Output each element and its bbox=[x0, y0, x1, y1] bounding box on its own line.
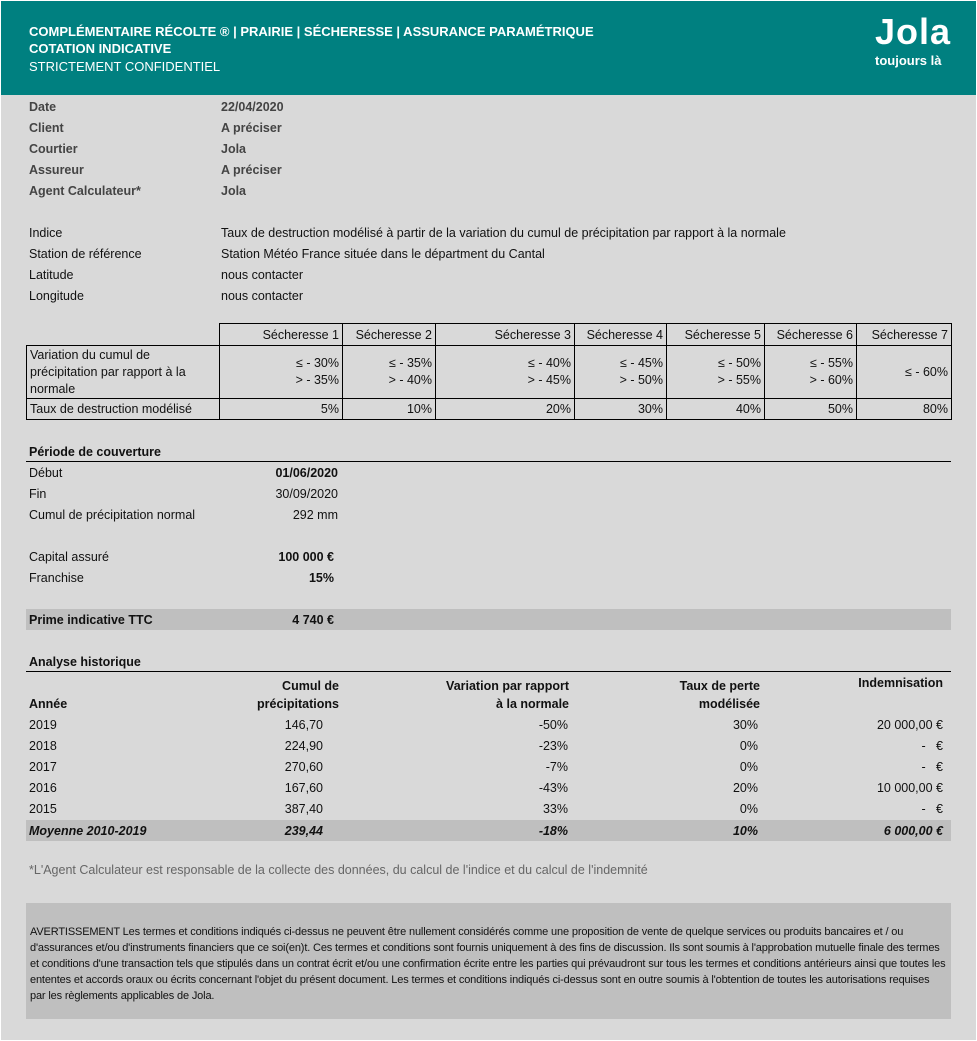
severity-table bbox=[26, 323, 952, 420]
severity-header: Sécheresse 5 bbox=[667, 324, 765, 346]
history-cell-year: 2016 bbox=[29, 781, 57, 795]
severity-header: Sécheresse 7 bbox=[857, 324, 952, 346]
history-cell-cumul: 167,60 bbox=[284, 781, 323, 795]
history-cell-taux: 0% bbox=[739, 739, 758, 753]
history-cell-cumul: 387,40 bbox=[284, 802, 323, 816]
info-label: Date bbox=[29, 100, 57, 114]
upper-bound: ≤ - 55% bbox=[810, 356, 853, 370]
history-cell-year: 2015 bbox=[29, 802, 57, 816]
destruction-row bbox=[27, 399, 952, 420]
info-label: Courtier bbox=[29, 142, 78, 156]
history-cell-indem: - € bbox=[921, 802, 943, 816]
destruction-cell: 5% bbox=[220, 399, 343, 420]
header-title: COMPLÉMENTAIRE RÉCOLTE ® | PRAIRIE | SÉCHERESSE | ASSURANCE PARAMÉTRIQUE bbox=[29, 24, 594, 39]
header-line: précipitations bbox=[257, 697, 339, 711]
disclaimer-box: AVERTISSEMENT Les termes et conditions indiqués ci-dessus ne peuvent être nullement considérés comme une proposition de vente de quelque services ou produits bancaires et / ou d'assurances et/ou d'instruments financiers que ce soi(en)t. Ces termes et conditions sont fournis uniquement à des fins de discussion. Ils sont soumis à l'approbation mutuelle finale des termes et conditions d'une transaction tels que stipulés dans un contrat écrit et/ou une confirmation écrite entre les parties qui prévaudront sur tous les termes et conditions antérieurs ainsi que toutes les ententes et accords oraux ou écrits concernant l'objet du présent document. Les termes et conditions indiqués ci-dessus sont en outre soumis à l'obtention de toutes les autorisations requises par les règlements applicables de Jola. bbox=[26, 903, 951, 1019]
avg-indemnisation: 6 000,00 € bbox=[883, 824, 943, 838]
history-cell-indem: 10 000,00 € bbox=[876, 781, 943, 795]
jola-logo: Jola bbox=[875, 11, 952, 52]
upper-bound: ≤ - 60% bbox=[905, 364, 948, 379]
info-value: A préciser bbox=[221, 163, 282, 177]
history-cell-year: 2017 bbox=[29, 760, 57, 774]
capital-value: 100 000 € bbox=[278, 550, 334, 564]
logo-tagline: toujours là bbox=[875, 53, 942, 68]
history-cell-var: -43% bbox=[538, 781, 568, 795]
upper-bound: ≤ - 50% bbox=[718, 356, 761, 370]
index-value: nous contacter bbox=[221, 289, 303, 303]
variation-cell bbox=[667, 346, 765, 399]
lower-bound: > - 35% bbox=[295, 373, 339, 387]
info-value: Jola bbox=[221, 142, 247, 156]
coverage-value: 01/06/2020 bbox=[275, 466, 338, 480]
history-cell-cumul: 146,70 bbox=[284, 718, 323, 732]
divider bbox=[26, 461, 951, 462]
coverage-label: Début bbox=[29, 466, 63, 480]
index-label: Latitude bbox=[29, 268, 74, 282]
avg-taux: 10% bbox=[732, 824, 758, 838]
history-cell-cumul: 224,90 bbox=[284, 739, 323, 753]
premium-bar bbox=[26, 609, 951, 630]
franchise-value: 15% bbox=[308, 571, 334, 585]
destruction-cell: 40% bbox=[667, 399, 765, 420]
coverage-value: 292 mm bbox=[292, 508, 338, 522]
avg-label: Moyenne 2010-2019 bbox=[29, 824, 147, 838]
capital-label: Capital assuré bbox=[29, 550, 109, 564]
info-value: Jola bbox=[221, 184, 247, 198]
divider bbox=[26, 671, 951, 672]
col-header-year: Année bbox=[29, 697, 68, 711]
history-cell-var: 33% bbox=[542, 802, 568, 816]
index-label: Longitude bbox=[29, 289, 84, 303]
franchise-label: Franchise bbox=[29, 571, 84, 585]
upper-bound: ≤ - 30% bbox=[296, 356, 339, 370]
index-value: nous contacter bbox=[221, 268, 303, 282]
lower-bound: > - 55% bbox=[717, 373, 761, 387]
variation-cell bbox=[575, 346, 667, 399]
history-cell-indem: 20 000,00 € bbox=[876, 718, 943, 732]
header-banner bbox=[1, 1, 976, 95]
empty-cell bbox=[27, 324, 220, 346]
severity-header: Sécheresse 4 bbox=[575, 324, 667, 346]
index-label: Indice bbox=[29, 226, 63, 240]
col-header-indemnisation: Indemnisation bbox=[858, 676, 943, 690]
average-bar bbox=[26, 820, 951, 841]
history-cell-var: -50% bbox=[538, 718, 568, 732]
lower-bound: > - 40% bbox=[388, 373, 432, 387]
info-label: Assureur bbox=[29, 163, 84, 177]
section-title: Analyse historique bbox=[29, 655, 141, 669]
history-cell-indem: - € bbox=[921, 739, 943, 753]
header-line: Variation par rapport bbox=[446, 679, 569, 693]
index-label: Station de référence bbox=[29, 247, 142, 261]
info-value: 22/04/2020 bbox=[221, 100, 284, 114]
destruction-cell: 50% bbox=[765, 399, 857, 420]
premium-value: 4 740 € bbox=[292, 613, 334, 627]
header-line: Taux de perte bbox=[679, 679, 760, 693]
header-line: Cumul de bbox=[282, 679, 339, 693]
avg-variation: -18% bbox=[538, 824, 568, 838]
history-cell-var: -23% bbox=[538, 739, 568, 753]
severity-header: Sécheresse 1 bbox=[220, 324, 343, 346]
variation-cell bbox=[436, 346, 575, 399]
history-cell-taux: 20% bbox=[732, 781, 758, 795]
severity-header: Sécheresse 3 bbox=[436, 324, 575, 346]
history-cell-taux: 0% bbox=[739, 760, 758, 774]
col-header-variation bbox=[446, 677, 569, 713]
severity-header-row bbox=[27, 324, 952, 346]
destruction-cell: 30% bbox=[575, 399, 667, 420]
upper-bound: ≤ - 45% bbox=[620, 356, 663, 370]
variation-cell bbox=[765, 346, 857, 399]
header-subtitle: COTATION INDICATIVE bbox=[29, 41, 172, 56]
header-confidential: STRICTEMENT CONFIDENTIEL bbox=[29, 59, 221, 74]
upper-bound: ≤ - 35% bbox=[389, 356, 432, 370]
header-line: à la normale bbox=[496, 697, 569, 711]
col-header-cumul bbox=[257, 677, 339, 713]
quote-page bbox=[1, 1, 976, 1040]
upper-bound: ≤ - 40% bbox=[528, 356, 571, 370]
index-value: Station Météo France située dans le départment du Cantal bbox=[221, 247, 545, 261]
variation-cell bbox=[343, 346, 436, 399]
history-cell-taux: 0% bbox=[739, 802, 758, 816]
info-value: A préciser bbox=[221, 121, 282, 135]
lower-bound: > - 45% bbox=[527, 373, 571, 387]
lower-bound: > - 50% bbox=[619, 373, 663, 387]
destruction-label: Taux de destruction modélisé bbox=[27, 399, 220, 420]
header-line: modélisée bbox=[698, 697, 760, 711]
avg-cumul: 239,44 bbox=[284, 824, 323, 838]
history-cell-year: 2018 bbox=[29, 739, 57, 753]
history-cell-indem: - € bbox=[921, 760, 943, 774]
info-label: Agent Calculateur* bbox=[29, 184, 141, 198]
variation-cell bbox=[220, 346, 343, 399]
col-header-taux bbox=[680, 677, 760, 713]
history-cell-year: 2019 bbox=[29, 718, 57, 732]
destruction-cell: 80% bbox=[857, 399, 952, 420]
destruction-cell: 10% bbox=[343, 399, 436, 420]
index-value: Taux de destruction modélisé à partir de la variation du cumul de précipitation par rapport à la normale bbox=[221, 226, 786, 240]
history-cell-taux: 30% bbox=[732, 718, 758, 732]
footnote: *L'Agent Calculateur est responsable de la collecte des données, du calcul de l'indice et du calcul de l'indemnité bbox=[29, 863, 648, 877]
variation-label: Variation du cumul de précipitation par rapport à la normale bbox=[27, 346, 220, 399]
variation-cell bbox=[857, 346, 952, 399]
coverage-label: Cumul de précipitation normal bbox=[29, 508, 196, 522]
section-title: Période de couverture bbox=[29, 445, 161, 459]
severity-header: Sécheresse 2 bbox=[343, 324, 436, 346]
severity-header: Sécheresse 6 bbox=[765, 324, 857, 346]
history-cell-var: -7% bbox=[545, 760, 568, 774]
coverage-label: Fin bbox=[29, 487, 47, 501]
coverage-value: 30/09/2020 bbox=[275, 487, 338, 501]
variation-row bbox=[27, 346, 952, 399]
destruction-cell: 20% bbox=[436, 399, 575, 420]
premium-label: Prime indicative TTC bbox=[29, 613, 153, 627]
info-label: Client bbox=[29, 121, 64, 135]
lower-bound: > - 60% bbox=[809, 373, 853, 387]
history-cell-cumul: 270,60 bbox=[284, 760, 323, 774]
